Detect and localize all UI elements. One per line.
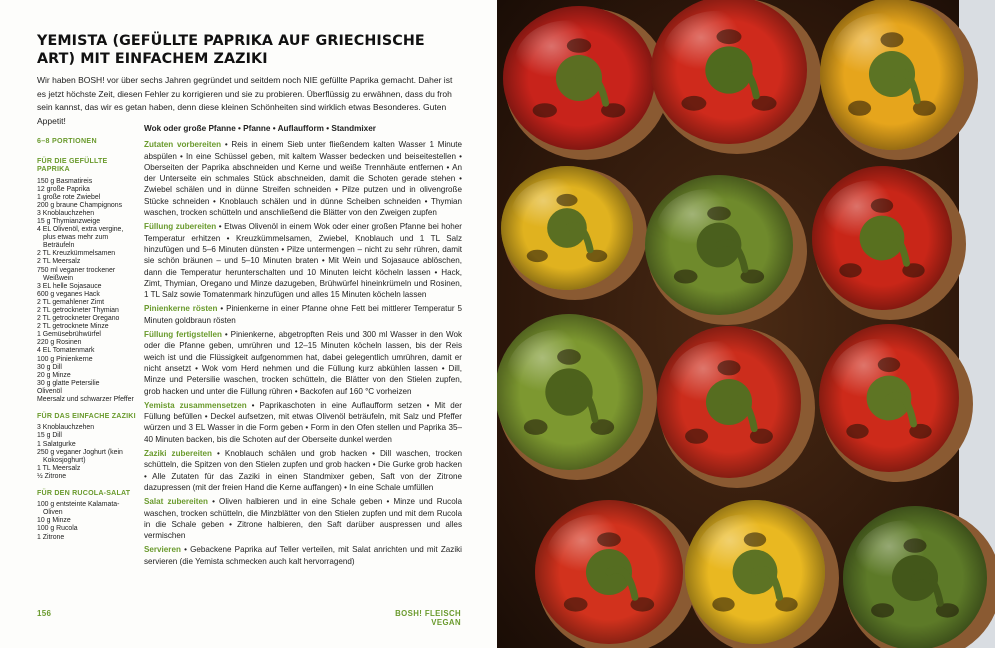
ingredient-item: 100 g entsteinte Kalamata-Oliven [37, 501, 120, 517]
ingredient-item: 4 EL Tomatenmark [37, 347, 95, 355]
ingredient-item: 4 EL Olivenöl, extra vergine, plus etwas mehr zum Beträufeln [37, 226, 124, 250]
ingredients-sidebar [37, 137, 137, 550]
ingredient-group-salad [37, 489, 137, 542]
method-column [144, 123, 462, 570]
ingredient-item: ½ Zitrone [37, 472, 67, 480]
ingredient-item: 100 g Rucola [37, 525, 78, 533]
ingredient-item: 3 Knoblauchzehen [37, 424, 95, 432]
step-heading: Pinienkerne rösten [144, 304, 218, 314]
ingredient-item: Olivenöl [37, 387, 62, 395]
ingredient-item: 150 g Basmatireis [37, 177, 93, 185]
step-text: • Pinienkerne in einer Pfanne ohne Fett bei mittlerer Temperatur 5 Minuten goldbraun rösten [144, 304, 462, 325]
recipe-page [0, 0, 497, 648]
recipe-intro: Wir haben BOSH! vor über sechs Jahren gegründet und seitdem noch NIE gefüllte Paprika gemacht. Daher ist es jetzt höchste Zeit, diesen Fehler zu korrigieren und sie zu probieren. Überflüssig zu erwähnen, dass du froh sein kannst, das wir es getan haben, denn diese kleinen Schönheiten sind wirklich etwas Besonderes. Guten Appetit! [37, 75, 453, 126]
ingredient-item: 1 Zitrone [37, 533, 65, 541]
recipe-title: YEMISTA (GEFÜLLTE PAPRIKA AUF GRIECHISCHE ART) MIT EINFACHEM ZAZIKI [37, 33, 425, 67]
step-text: • Knoblauch schälen und grob hacken • Dill waschen, trocken schütteln, die Spitzen von den Stielen zupfen und grob hacken • Die Gurke grob hacken • Alle Zutaten für das Zaziki in einen Standmixer geben, Saft von der Zitrone dazupressen (mit der freien Hand die Kerne auffangen) • In eine Schale umfüllen [144, 449, 462, 492]
ingredient-list [37, 501, 137, 541]
step-heading: Servieren [144, 545, 181, 555]
ingredient-item: Meersalz und schwarzer Pfeffer [37, 396, 134, 404]
ingredient-item: 15 g Dill [37, 432, 62, 440]
stuffed-pepper [843, 506, 995, 648]
method-step [144, 496, 462, 541]
step-text: • Reis in einem Sieb unter fließendem kalten Wasser 1 Minute abspülen • In eine Schüssel geben, mit kaltem Wasser bedecken und beiseitestellen • Oberseiten der Paprika abschneiden und Kerne und weiße Trennhäute entfernen • An der Unterseite ein schmales Stück abschneiden, damit die Schoten gerade stehen • Zwiebel schälen und in dünne Streifen schneiden • Pilze putzen und in olivengroße Stücke schneiden • Knoblauch schälen und in dünne Scheiben schneiden • Thymian waschen, trocken schütteln und anschließend die Blätter von den Zweigen zupfen [144, 140, 462, 218]
step-text: • Pinienkerne, abgetropften Reis und 300 ml Wasser in den Wok oder die Pfanne geben, umrühren und 12–15 Minuten köcheln lassen, bis der Reis weich ist und die Flüssigkeit aufgenommen hat, dabei gelegentlich umrühren, damit er nicht ansetzt • Wok vom Herd nehmen und die Füllung kurz abkühlen lassen • Dill, Minze und Petersilie waschen, trocken schütteln, die Blätter von den Stielen zupfen, grob hacken und unter die Füllung rühren • Backofen auf 160 °C vorheizen [144, 330, 463, 396]
ingredient-item: 250 g veganer Joghurt (kein Kokosjoghurt) [37, 448, 123, 464]
peppers-illustration [497, 0, 995, 648]
method-step [144, 303, 462, 326]
ingredient-item: 10 g Minze [37, 517, 71, 525]
ingredient-item: 200 g braune Champignons [37, 201, 123, 209]
step-heading: Salat zubereiten [144, 497, 208, 507]
ingredient-item: 3 Knoblauchzehen [37, 209, 95, 217]
ingredient-group-heading: FÜR DIE GEFÜLLTE PAPRIKA [37, 157, 108, 174]
method-step [144, 329, 462, 397]
step-text: • Etwas Olivenöl in einem Wok oder einer großen Pfanne bei hoher Temperatur erhitzen • Kreuzkümmelsamen, Zwiebel, Knoblauch und 1 TL Salz hinzufügen und 5–6 Minuten dünsten • Pilze untermengen – nicht zu sehr rühren, damit sie schön bräunen – und 5–10 Minuten braten • Mit Wein und Sojasauce ablöschen, dann die Temperatur herunterschalten und 10 Minuten leicht köcheln lassen • Hack, Zimt, Thymian, Oregano und Minze dazugeben, Brühwürfel hineinkrümeln und Rosinen, 1 TL Salz sowie Tomatenmark hinzufügen und alles 15 Minuten köcheln lassen [144, 222, 462, 300]
ingredient-group-zaziki [37, 412, 137, 481]
ingredient-item: 220 g Rosinen [37, 339, 82, 347]
ingredient-list [37, 178, 137, 405]
method-step [144, 400, 462, 445]
ingredient-list [37, 424, 137, 481]
step-heading: Zutaten vorbereiten [144, 140, 222, 150]
ingredient-item: 1 TL Meersalz [37, 464, 81, 472]
ingredient-item: 30 g glatte Petersilie [37, 379, 100, 387]
ingredient-item: 3 EL helle Sojasauce [37, 282, 102, 290]
ingredient-item: 1 Salatgurke [37, 440, 76, 448]
ingredient-item: 20 g Minze [37, 371, 71, 379]
method-step [144, 448, 462, 493]
ingredient-item: 15 g Thymianzweige [37, 217, 101, 225]
ingredient-item: 100 g Pinienkerne [37, 355, 93, 363]
ingredient-group-peppers [37, 157, 137, 404]
ingredient-item: 750 ml veganer trockener Weißwein [37, 266, 116, 282]
ingredient-group-heading: FÜR DAS EINFACHE ZAZIKI [37, 412, 136, 421]
portions-label: 6–8 PORTIONEN [37, 137, 97, 145]
step-text: • Gebackene Paprika auf Teller verteilen, mit Salat anrichten und mit Zaziki servieren (die Yemista schmecken auch kalt hervorragend) [144, 545, 462, 566]
method-step [144, 221, 462, 300]
ingredient-item: 2 TL getrockneter Thymian [37, 307, 119, 314]
method-step [144, 544, 462, 567]
ingredient-item: 600 g veganes Hack [37, 290, 100, 298]
ingredient-group-heading: FÜR DEN RUCOLA-SALAT [37, 488, 131, 497]
step-heading: Yemista zusammensetzen [144, 400, 247, 410]
ingredient-item: 2 TL getrocknete Minze [37, 323, 109, 331]
step-heading: Zaziki zubereiten [144, 449, 213, 459]
ingredient-item: 2 TL Meersalz [37, 258, 81, 266]
running-footer: BOSH! FLEISCH VEGAN [395, 609, 461, 627]
stuffed-peppers-photo [497, 0, 995, 648]
method-step [144, 139, 462, 218]
page-number: 156 [37, 609, 52, 618]
ingredient-item: 1 große rote Zwiebel [37, 193, 101, 201]
ingredient-item: 30 g Dill [37, 363, 62, 371]
step-heading: Füllung zubereiten [144, 222, 217, 232]
step-text: • Paprikaschoten in eine Auflaufform setzen • Mit der Füllung befüllen • Deckel aufsetzen, mit etwas Olivenöl beträufeln, mit Salz und Pfeffer würzen und 3 EL Wasser in die Form geben • Form in den Ofen stellen und Paprika 35–40 Minuten backen, bis die Schoten auf der Oberseite dunkel werden [144, 400, 462, 444]
ingredient-item: 12 große Paprika [37, 185, 90, 193]
step-heading: Füllung fertigstellen [144, 330, 223, 340]
ingredient-item: 2 TL getrockneter Oregano [37, 315, 120, 323]
equipment-line: Wok oder große Pfanne • Pfanne • Auflaufform • Standmixer [144, 124, 376, 133]
ingredient-item: 1 Gemüsebrühwürfel [37, 331, 101, 339]
ingredient-item: 2 TL gemahlener Zimt [37, 298, 105, 306]
ingredient-item: 2 TL Kreuzkümmelsamen [37, 250, 116, 258]
step-text: • Oliven halbieren und in eine Schale geben • Minze und Rucola waschen, trocken schütteln, die Minzblätter von den Stielen zupfen und mit dem Rucola in die Schale geben • Zitrone halbieren, den Saft darüber auspressen und alles vermischen [144, 497, 462, 541]
